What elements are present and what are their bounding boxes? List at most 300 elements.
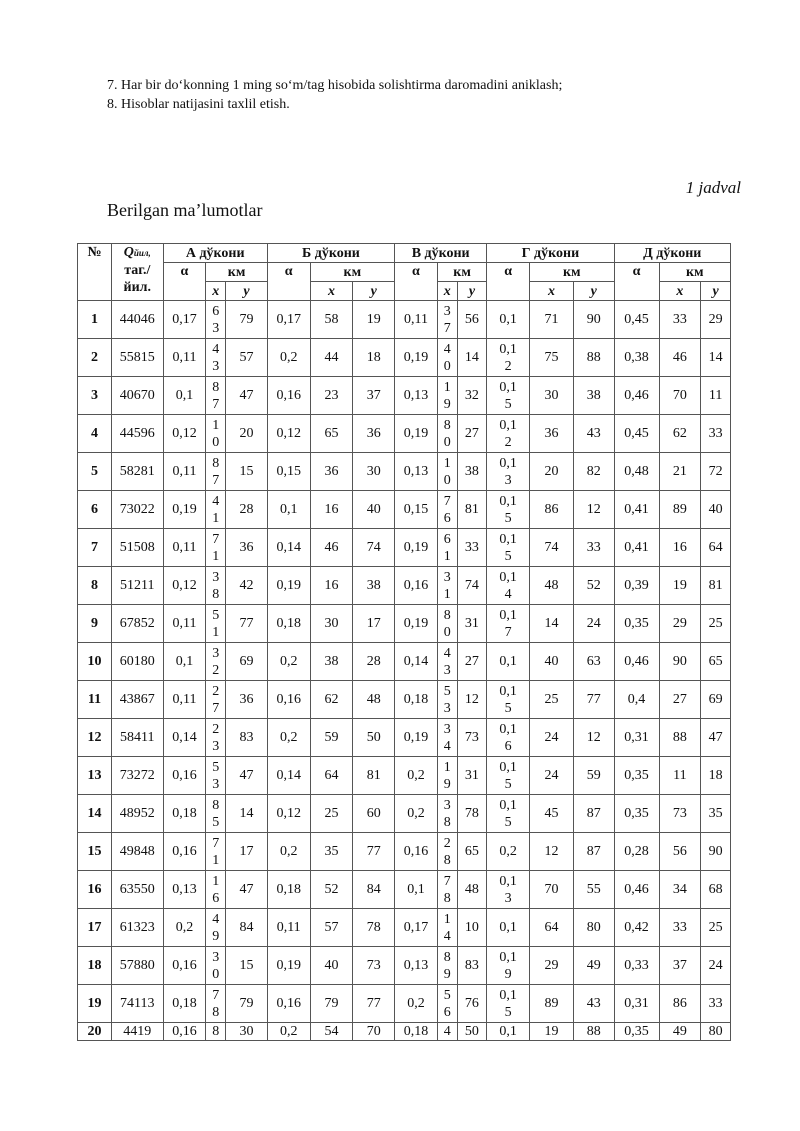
header-x: x <box>437 282 457 301</box>
q-cell <box>112 643 164 681</box>
header-q <box>112 244 164 301</box>
x-cell: 19 <box>659 567 701 605</box>
header-x: x <box>206 282 226 301</box>
alpha-cell-value: 0,15 <box>499 797 517 830</box>
table-row <box>78 909 731 947</box>
instruction-list <box>107 76 562 114</box>
x-cell: 33 <box>659 909 701 947</box>
x-cell: 45 <box>530 795 574 833</box>
x-cell: 62 <box>659 415 701 453</box>
y-cell: 57 <box>226 339 268 377</box>
alpha-cell: 0,14 <box>267 757 310 795</box>
x-cell <box>206 339 226 377</box>
x-cell <box>437 947 457 985</box>
alpha-cell: 0,13 <box>395 377 438 415</box>
alpha-cell <box>487 491 530 529</box>
alpha-cell <box>487 947 530 985</box>
row-number: 3 <box>78 377 112 415</box>
y-cell: 69 <box>701 681 731 719</box>
y-cell: 77 <box>226 605 268 643</box>
alpha-cell: 0,19 <box>267 947 310 985</box>
y-cell: 33 <box>701 415 731 453</box>
alpha-cell: 0,16 <box>267 681 310 719</box>
q-cell-value: 49848 <box>119 844 155 859</box>
header-shop-g: Г дўкони <box>487 244 614 263</box>
alpha-cell <box>487 757 530 795</box>
y-cell: 43 <box>573 985 614 1023</box>
x-cell: 24 <box>530 719 574 757</box>
row-number: 6 <box>78 491 112 529</box>
x-cell: 40 <box>310 947 353 985</box>
alpha-cell <box>487 529 530 567</box>
q-cell-value: 55815 <box>119 350 155 365</box>
alpha-cell: 0,2 <box>267 1023 310 1041</box>
x-cell-value: 8 <box>212 1024 220 1039</box>
y-cell: 11 <box>701 377 731 415</box>
x-cell-value: 32 <box>212 645 220 678</box>
alpha-cell: 0,45 <box>614 415 659 453</box>
alpha-cell: 0,42 <box>614 909 659 947</box>
y-cell: 78 <box>353 909 395 947</box>
y-cell: 36 <box>353 415 395 453</box>
y-cell: 31 <box>457 605 487 643</box>
header-q-unit-1: таг./ <box>124 263 151 278</box>
x-cell: 12 <box>530 833 574 871</box>
alpha-cell: 0,35 <box>614 795 659 833</box>
x-cell-value: 4 <box>443 1024 451 1039</box>
x-cell-value: 19 <box>443 379 451 412</box>
x-cell-value: 80 <box>443 417 451 450</box>
x-cell: 48 <box>530 567 574 605</box>
alpha-cell-value: 0,15 <box>499 531 517 564</box>
alpha-cell-value: 0,14 <box>499 569 517 602</box>
alpha-cell-value: 0,15 <box>499 759 517 792</box>
x-cell <box>437 833 457 871</box>
x-cell <box>437 339 457 377</box>
alpha-cell: 0,11 <box>163 339 206 377</box>
x-cell <box>206 1023 226 1041</box>
q-cell-value: 73272 <box>119 768 155 783</box>
q-cell-value: 58411 <box>120 730 155 745</box>
x-cell <box>437 567 457 605</box>
y-cell: 40 <box>353 491 395 529</box>
alpha-cell-value: 0,15 <box>499 987 517 1020</box>
y-cell: 64 <box>701 529 731 567</box>
y-cell: 49 <box>573 947 614 985</box>
row-number: 16 <box>78 871 112 909</box>
alpha-cell: 0,45 <box>614 301 659 339</box>
alpha-cell: 0,12 <box>163 567 206 605</box>
alpha-cell: 0,41 <box>614 491 659 529</box>
x-cell <box>437 871 457 909</box>
x-cell <box>206 377 226 415</box>
header-x: x <box>530 282 574 301</box>
alpha-cell: 0,2 <box>267 833 310 871</box>
x-cell: 11 <box>659 757 701 795</box>
y-cell: 59 <box>573 757 614 795</box>
header-y: y <box>353 282 395 301</box>
alpha-cell: 0,11 <box>163 529 206 567</box>
x-cell-value: 37 <box>443 303 451 336</box>
alpha-cell <box>487 567 530 605</box>
x-cell: 52 <box>310 871 353 909</box>
q-cell <box>112 605 164 643</box>
table-row <box>78 985 731 1023</box>
table-caption: Berilgan ma’lumotlar <box>107 200 263 220</box>
row-number: 13 <box>78 757 112 795</box>
alpha-cell <box>487 719 530 757</box>
y-cell: 69 <box>226 643 268 681</box>
y-cell: 79 <box>226 985 268 1023</box>
row-number: 12 <box>78 719 112 757</box>
alpha-cell: 0,18 <box>163 795 206 833</box>
alpha-cell: 0,28 <box>614 833 659 871</box>
y-cell: 63 <box>573 643 614 681</box>
q-cell <box>112 529 164 567</box>
x-cell-value: 56 <box>443 987 451 1020</box>
x-cell: 73 <box>659 795 701 833</box>
y-cell: 83 <box>457 947 487 985</box>
y-cell: 12 <box>457 681 487 719</box>
y-cell: 60 <box>353 795 395 833</box>
y-cell: 28 <box>226 491 268 529</box>
x-cell-value: 71 <box>212 835 220 868</box>
x-cell: 19 <box>530 1023 574 1041</box>
alpha-cell: 0,12 <box>267 415 310 453</box>
alpha-cell: 0,13 <box>163 871 206 909</box>
y-cell: 38 <box>573 377 614 415</box>
table-row <box>78 681 731 719</box>
x-cell: 29 <box>530 947 574 985</box>
q-cell-value: 51508 <box>119 540 155 555</box>
alpha-cell: 0,18 <box>395 681 438 719</box>
list-item: 7. Har bir do‘konning 1 ming so‘m/tag hisobida solishtirma daromadini aniklash; <box>107 78 563 93</box>
q-cell-value: 67852 <box>119 616 155 631</box>
x-cell-value: 34 <box>443 721 451 754</box>
alpha-cell: 0,15 <box>395 491 438 529</box>
x-cell: 37 <box>659 947 701 985</box>
row-number: 17 <box>78 909 112 947</box>
header-x: x <box>310 282 353 301</box>
alpha-cell-value: 0,2 <box>499 844 517 859</box>
alpha-cell: 0,16 <box>395 567 438 605</box>
y-cell: 31 <box>457 757 487 795</box>
q-cell-value: 61323 <box>119 920 155 935</box>
q-cell <box>112 491 164 529</box>
alpha-cell <box>487 985 530 1023</box>
alpha-cell: 0,38 <box>614 339 659 377</box>
alpha-cell: 0,31 <box>614 719 659 757</box>
alpha-cell: 0,14 <box>267 529 310 567</box>
x-cell-value: 38 <box>443 797 451 830</box>
alpha-cell <box>487 871 530 909</box>
q-cell <box>112 947 164 985</box>
y-cell: 35 <box>701 795 731 833</box>
y-cell: 33 <box>457 529 487 567</box>
table-row <box>78 377 731 415</box>
x-cell-value: 10 <box>443 455 451 488</box>
x-cell: 30 <box>310 605 353 643</box>
y-cell: 84 <box>226 909 268 947</box>
alpha-cell-value: 0,15 <box>499 379 517 412</box>
alpha-cell <box>487 301 530 339</box>
y-cell: 78 <box>457 795 487 833</box>
row-number: 18 <box>78 947 112 985</box>
x-cell <box>206 909 226 947</box>
x-cell: 30 <box>530 377 574 415</box>
header-shop-a: А дўкони <box>163 244 267 263</box>
x-cell: 21 <box>659 453 701 491</box>
row-number: 1 <box>78 301 112 339</box>
x-cell-value: 43 <box>212 341 220 374</box>
y-cell: 36 <box>226 529 268 567</box>
header-km: км <box>206 263 267 282</box>
y-cell: 72 <box>701 453 731 491</box>
x-cell-value: 40 <box>443 341 451 374</box>
x-cell: 90 <box>659 643 701 681</box>
alpha-cell: 0,16 <box>163 757 206 795</box>
x-cell-value: 53 <box>443 683 451 716</box>
alpha-cell: 0,16 <box>395 833 438 871</box>
x-cell-value: 10 <box>212 417 220 450</box>
x-cell: 14 <box>530 605 574 643</box>
y-cell: 90 <box>701 833 731 871</box>
y-cell: 33 <box>573 529 614 567</box>
x-cell: 46 <box>659 339 701 377</box>
alpha-cell: 0,11 <box>267 909 310 947</box>
alpha-cell: 0,13 <box>395 453 438 491</box>
alpha-cell: 0,2 <box>267 339 310 377</box>
x-cell: 16 <box>659 529 701 567</box>
x-cell <box>206 719 226 757</box>
y-cell: 81 <box>353 757 395 795</box>
alpha-cell: 0,41 <box>614 529 659 567</box>
x-cell-value: 53 <box>212 759 220 792</box>
y-cell: 25 <box>701 605 731 643</box>
header-alpha: α <box>614 263 659 301</box>
x-cell <box>206 491 226 529</box>
x-cell: 38 <box>310 643 353 681</box>
y-cell: 19 <box>353 301 395 339</box>
row-number: 15 <box>78 833 112 871</box>
q-cell <box>112 985 164 1023</box>
alpha-cell: 0,1 <box>163 377 206 415</box>
x-cell: 36 <box>530 415 574 453</box>
q-cell <box>112 757 164 795</box>
list-item: 8. Hisoblar natijasini taxlil etish. <box>107 97 290 112</box>
x-cell-value: 41 <box>212 493 220 526</box>
y-cell: 10 <box>457 909 487 947</box>
alpha-cell-value: 0,16 <box>499 721 517 754</box>
x-cell-value: 31 <box>443 569 451 602</box>
header-alpha: α <box>487 263 530 301</box>
y-cell: 20 <box>226 415 268 453</box>
alpha-cell: 0,12 <box>267 795 310 833</box>
table-row <box>78 491 731 529</box>
alpha-cell: 0,11 <box>163 681 206 719</box>
alpha-cell: 0,18 <box>267 605 310 643</box>
x-cell-value: 80 <box>443 607 451 640</box>
alpha-cell-value: 0,19 <box>499 949 517 982</box>
table-label: 1 jadval <box>685 178 741 197</box>
q-cell <box>112 339 164 377</box>
y-cell: 47 <box>226 871 268 909</box>
header-km: км <box>437 263 486 282</box>
row-number: 14 <box>78 795 112 833</box>
alpha-cell: 0,19 <box>395 605 438 643</box>
x-cell <box>437 377 457 415</box>
alpha-cell-value: 0,1 <box>499 312 517 327</box>
alpha-cell: 0,46 <box>614 377 659 415</box>
header-alpha: α <box>163 263 206 301</box>
x-cell: 79 <box>310 985 353 1023</box>
alpha-cell-value: 0,12 <box>499 417 517 450</box>
q-cell-value: 43867 <box>119 692 155 707</box>
y-cell: 28 <box>353 643 395 681</box>
header-y: y <box>457 282 487 301</box>
y-cell: 70 <box>353 1023 395 1041</box>
x-cell-value: 16 <box>212 873 220 906</box>
header-q-subscript: йил, <box>133 248 151 258</box>
alpha-cell: 0,2 <box>267 643 310 681</box>
alpha-cell: 0,11 <box>163 605 206 643</box>
alpha-cell: 0,16 <box>267 377 310 415</box>
header-shop-d: Д дўкони <box>614 244 730 263</box>
alpha-cell: 0,46 <box>614 871 659 909</box>
x-cell <box>437 491 457 529</box>
x-cell <box>437 301 457 339</box>
alpha-cell <box>487 453 530 491</box>
x-cell: 54 <box>310 1023 353 1041</box>
alpha-cell: 0,14 <box>163 719 206 757</box>
row-number: 10 <box>78 643 112 681</box>
y-cell: 56 <box>457 301 487 339</box>
x-cell: 75 <box>530 339 574 377</box>
x-cell: 46 <box>310 529 353 567</box>
alpha-cell: 0,16 <box>267 985 310 1023</box>
alpha-cell-value: 0,13 <box>499 455 517 488</box>
x-cell <box>206 301 226 339</box>
q-cell <box>112 453 164 491</box>
table-row <box>78 339 731 377</box>
x-cell: 58 <box>310 301 353 339</box>
alpha-cell <box>487 681 530 719</box>
y-cell: 50 <box>353 719 395 757</box>
alpha-cell: 0,2 <box>267 719 310 757</box>
x-cell: 25 <box>310 795 353 833</box>
alpha-cell: 0,4 <box>614 681 659 719</box>
x-cell: 64 <box>530 909 574 947</box>
y-cell: 77 <box>353 833 395 871</box>
header-q-unit-2: йил. <box>123 280 152 295</box>
x-cell-value: 78 <box>212 987 220 1020</box>
row-number: 11 <box>78 681 112 719</box>
table-row <box>78 605 731 643</box>
q-cell-value: 44046 <box>119 312 155 327</box>
x-cell-value: 85 <box>212 797 220 830</box>
table-row <box>78 795 731 833</box>
row-number: 8 <box>78 567 112 605</box>
y-cell: 65 <box>457 833 487 871</box>
x-cell <box>206 795 226 833</box>
x-cell <box>437 757 457 795</box>
y-cell: 14 <box>457 339 487 377</box>
x-cell-value: 19 <box>443 759 451 792</box>
x-cell <box>206 681 226 719</box>
table-row <box>78 529 731 567</box>
q-cell-value: 63550 <box>119 882 155 897</box>
alpha-cell: 0,12 <box>163 415 206 453</box>
x-cell-value: 28 <box>443 835 451 868</box>
alpha-cell: 0,46 <box>614 643 659 681</box>
x-cell <box>206 567 226 605</box>
q-cell <box>112 377 164 415</box>
alpha-cell: 0,19 <box>267 567 310 605</box>
alpha-cell: 0,13 <box>395 947 438 985</box>
alpha-cell <box>487 833 530 871</box>
x-cell <box>437 909 457 947</box>
alpha-cell: 0,2 <box>395 985 438 1023</box>
q-cell <box>112 871 164 909</box>
table-row <box>78 947 731 985</box>
x-cell: 16 <box>310 491 353 529</box>
y-cell: 32 <box>457 377 487 415</box>
q-cell-value: 48952 <box>119 806 155 821</box>
header-q-symbol: Q <box>123 245 134 260</box>
alpha-cell: 0,16 <box>163 947 206 985</box>
alpha-cell: 0,15 <box>267 453 310 491</box>
table-body <box>78 301 731 1041</box>
x-cell <box>437 719 457 757</box>
y-cell: 77 <box>353 985 395 1023</box>
y-cell: 65 <box>701 643 731 681</box>
y-cell: 52 <box>573 567 614 605</box>
alpha-cell-value: 0,15 <box>499 493 517 526</box>
q-cell <box>112 833 164 871</box>
header-km: км <box>659 263 730 282</box>
q-cell <box>112 681 164 719</box>
alpha-cell: 0,19 <box>395 339 438 377</box>
x-cell: 49 <box>659 1023 701 1041</box>
x-cell: 33 <box>659 301 701 339</box>
x-cell <box>437 985 457 1023</box>
q-cell <box>112 1023 164 1041</box>
alpha-cell-value: 0,1 <box>499 920 517 935</box>
x-cell: 86 <box>659 985 701 1023</box>
x-cell-value: 51 <box>212 607 220 640</box>
alpha-cell <box>487 1023 530 1041</box>
alpha-cell: 0,1 <box>395 871 438 909</box>
x-cell <box>437 453 457 491</box>
x-cell <box>437 529 457 567</box>
y-cell: 81 <box>457 491 487 529</box>
y-cell: 74 <box>457 567 487 605</box>
x-cell-value: 38 <box>212 569 220 602</box>
header-alpha: α <box>395 263 438 301</box>
y-cell: 29 <box>701 301 731 339</box>
y-cell: 47 <box>226 377 268 415</box>
y-cell: 76 <box>457 985 487 1023</box>
x-cell: 34 <box>659 871 701 909</box>
x-cell-value: 30 <box>212 949 220 982</box>
y-cell: 24 <box>573 605 614 643</box>
x-cell: 64 <box>310 757 353 795</box>
row-number: 5 <box>78 453 112 491</box>
y-cell: 79 <box>226 301 268 339</box>
y-cell: 83 <box>226 719 268 757</box>
alpha-cell: 0,16 <box>163 1023 206 1041</box>
x-cell-value: 87 <box>212 379 220 412</box>
